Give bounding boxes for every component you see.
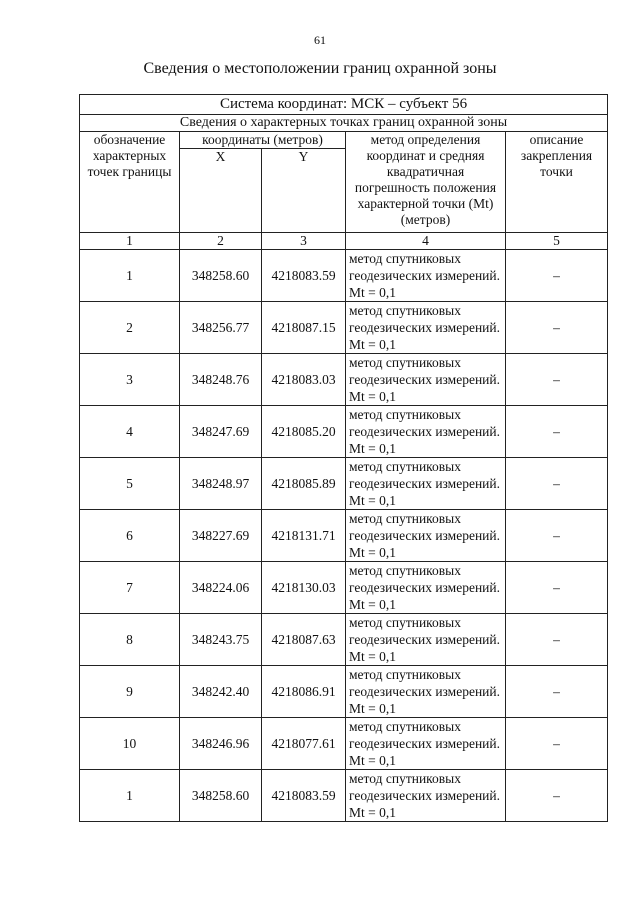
- y-cell: 4218130.03: [262, 562, 346, 614]
- description-cell: –: [506, 510, 608, 562]
- y-cell: 4218083.59: [262, 250, 346, 302]
- method-cell: метод спутниковых геодезических измерений. Mt = 0,1: [346, 302, 506, 354]
- description-cell: –: [506, 354, 608, 406]
- y-cell: 4218077.61: [262, 718, 346, 770]
- header-coordinates: координаты (метров): [180, 132, 346, 149]
- method-cell: метод спутниковых геодезических измерений. Mt = 0,1: [346, 510, 506, 562]
- y-cell: 4218087.15: [262, 302, 346, 354]
- coordinate-system-row: [80, 95, 608, 115]
- x-cell: 348246.96: [180, 718, 262, 770]
- y-cell: 4218083.03: [262, 354, 346, 406]
- x-cell: 348258.60: [180, 250, 262, 302]
- y-cell: 4218131.71: [262, 510, 346, 562]
- column-number: 4: [346, 233, 506, 250]
- method-cell: метод спутниковых геодезических измерений. Mt = 0,1: [346, 718, 506, 770]
- description-cell: –: [506, 770, 608, 822]
- description-cell: –: [506, 718, 608, 770]
- page-number: 61: [314, 33, 326, 47]
- x-cell: 348247.69: [180, 406, 262, 458]
- x-cell: 348243.75: [180, 614, 262, 666]
- method-cell: метод спутниковых геодезических измерений. Mt = 0,1: [346, 406, 506, 458]
- point-cell: 2: [80, 302, 180, 354]
- table-row: [80, 458, 608, 510]
- column-number: 2: [180, 233, 262, 250]
- y-cell: 4218083.59: [262, 770, 346, 822]
- x-cell: 348256.77: [180, 302, 262, 354]
- header-x: X: [180, 149, 262, 233]
- method-cell: метод спутниковых геодезических измерений. Mt = 0,1: [346, 354, 506, 406]
- method-cell: метод спутниковых геодезических измерений. Mt = 0,1: [346, 666, 506, 718]
- point-cell: 9: [80, 666, 180, 718]
- method-cell: метод спутниковых геодезических измерений. Mt = 0,1: [346, 614, 506, 666]
- point-cell: 1: [80, 250, 180, 302]
- column-number: 3: [262, 233, 346, 250]
- document-title: Сведения о местоположении границ охранной зоны: [143, 60, 497, 77]
- description-cell: –: [506, 458, 608, 510]
- y-cell: 4218085.20: [262, 406, 346, 458]
- point-cell: 7: [80, 562, 180, 614]
- description-cell: –: [506, 250, 608, 302]
- x-cell: 348242.40: [180, 666, 262, 718]
- table-row: [80, 406, 608, 458]
- column-number: 5: [506, 233, 608, 250]
- table-row: [80, 666, 608, 718]
- x-cell: 348248.76: [180, 354, 262, 406]
- coordinate-system-label: Система координат: МСК – субъект 56: [80, 95, 608, 115]
- table-row: [80, 718, 608, 770]
- table-row: [80, 250, 608, 302]
- method-cell: метод спутниковых геодезических измерений. Mt = 0,1: [346, 770, 506, 822]
- column-number: 1: [80, 233, 180, 250]
- table-row: [80, 510, 608, 562]
- method-cell: метод спутниковых геодезических измерений. Mt = 0,1: [346, 562, 506, 614]
- x-cell: 348227.69: [180, 510, 262, 562]
- column-numbers-row: [80, 233, 608, 250]
- description-cell: –: [506, 666, 608, 718]
- point-cell: 6: [80, 510, 180, 562]
- header-method: метод определения координат и средняя квадратичная погрешность положения характерной точки (Mt) (метров): [346, 132, 506, 233]
- x-cell: 348224.06: [180, 562, 262, 614]
- description-cell: –: [506, 302, 608, 354]
- x-cell: 348248.97: [180, 458, 262, 510]
- description-cell: –: [506, 406, 608, 458]
- table-caption-row: [80, 115, 608, 132]
- description-cell: –: [506, 562, 608, 614]
- header-row: [80, 132, 608, 149]
- point-cell: 1: [80, 770, 180, 822]
- header-description: описание закрепления точки: [506, 132, 608, 233]
- table-row: [80, 302, 608, 354]
- boundary-points-table: [79, 94, 608, 822]
- point-cell: 5: [80, 458, 180, 510]
- point-cell: 8: [80, 614, 180, 666]
- method-cell: метод спутниковых геодезических измерений. Mt = 0,1: [346, 458, 506, 510]
- y-cell: 4218087.63: [262, 614, 346, 666]
- table-row: [80, 562, 608, 614]
- x-cell: 348258.60: [180, 770, 262, 822]
- description-cell: –: [506, 614, 608, 666]
- point-cell: 3: [80, 354, 180, 406]
- header-point: обозначение характерных точек границы: [80, 132, 180, 233]
- table-row: [80, 770, 608, 822]
- point-cell: 4: [80, 406, 180, 458]
- point-cell: 10: [80, 718, 180, 770]
- table-row: [80, 614, 608, 666]
- table-row: [80, 354, 608, 406]
- method-cell: метод спутниковых геодезических измерений. Mt = 0,1: [346, 250, 506, 302]
- y-cell: 4218086.91: [262, 666, 346, 718]
- header-y: Y: [262, 149, 346, 233]
- table-caption: Сведения о характерных точках границ охранной зоны: [80, 115, 608, 132]
- y-cell: 4218085.89: [262, 458, 346, 510]
